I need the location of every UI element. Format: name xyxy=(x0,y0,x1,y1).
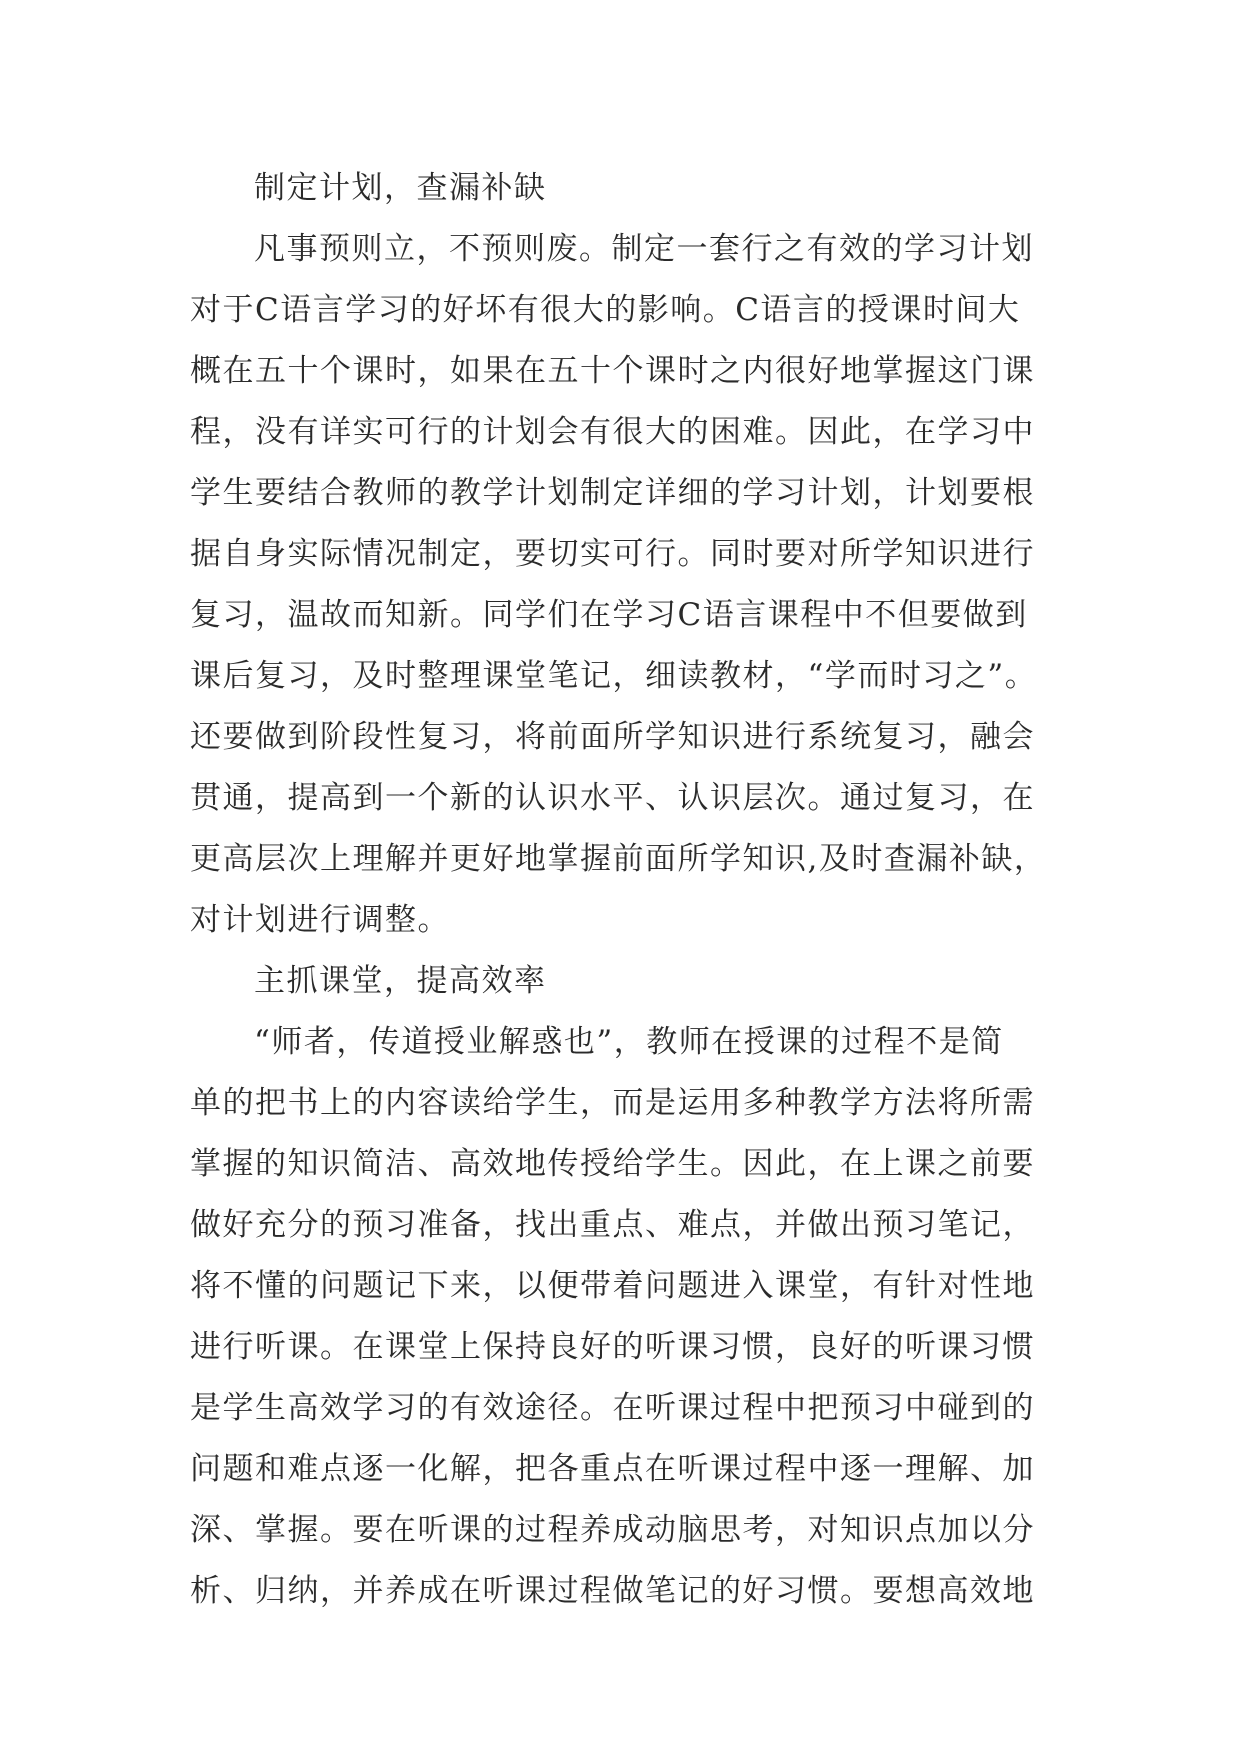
document-body xyxy=(190,158,1050,1622)
paragraph-line: 据自身实际情况制定，要切实可行。同时要对所学知识进行 xyxy=(190,536,1035,572)
paragraph-line: 凡事预则立，不预则废。制定一套行之有效的学习计划 xyxy=(254,231,1034,267)
paragraph-line: 掌握的知识简洁、高效地传授给学生。因此，在上课之前要 xyxy=(190,1146,1035,1182)
paragraph-line: “师者，传道授业解惑也”，教师在授课的过程不是简 xyxy=(254,1024,1004,1060)
paragraph-line: 复习，温故而知新。同学们在学习C语言课程中不但要做到 xyxy=(190,597,1028,633)
paragraph-line: 学生要结合教师的教学计划制定详细的学习计划，计划要根 xyxy=(190,475,1035,511)
paragraph-line: 做好充分的预习准备，找出重点、难点，并做出预习笔记， xyxy=(190,1207,1035,1243)
paragraph-line: 还要做到阶段性复习，将前面所学知识进行系统复习，融会 xyxy=(190,719,1035,755)
section-heading: 制定计划，查漏补缺 xyxy=(254,170,547,206)
paragraph-line: 进行听课。在课堂上保持良好的听课习惯，良好的听课习惯 xyxy=(190,1329,1035,1365)
paragraph-line: 深、掌握。要在听课的过程养成动脑思考，对知识点加以分 xyxy=(190,1512,1035,1548)
section-heading: 主抓课堂，提高效率 xyxy=(254,963,547,999)
paragraph-line: 是学生高效学习的有效途径。在听课过程中把预习中碰到的 xyxy=(190,1390,1035,1426)
paragraph-line: 概在五十个课时，如果在五十个课时之内很好地掌握这门课 xyxy=(190,353,1035,389)
paragraph-line: 对计划进行调整。 xyxy=(190,902,450,938)
paragraph-line: 问题和难点逐一化解，把各重点在听课过程中逐一理解、加 xyxy=(190,1451,1035,1487)
paragraph-line: 对于C语言学习的好坏有很大的影响。C语言的授课时间大 xyxy=(190,292,1021,328)
paragraph-line: 析、归纳，并养成在听课过程做笔记的好习惯。要想高效地 xyxy=(190,1573,1035,1609)
paragraph-line: 将不懂的问题记下来，以便带着问题进入课堂，有针对性地 xyxy=(190,1268,1035,1304)
paragraph-line: 单的把书上的内容读给学生，而是运用多种教学方法将所需 xyxy=(190,1085,1035,1121)
paragraph-line: 更高层次上理解并更好地掌握前面所学知识,及时查漏补缺， xyxy=(190,841,1047,877)
paragraph-line: 课后复习，及时整理课堂笔记，细读教材，“学而时习之”。 xyxy=(190,658,1038,694)
paragraph-line: 贯通，提高到一个新的认识水平、认识层次。通过复习，在 xyxy=(190,780,1035,816)
paragraph-line: 程，没有详实可行的计划会有很大的困难。因此，在学习中 xyxy=(190,414,1035,450)
